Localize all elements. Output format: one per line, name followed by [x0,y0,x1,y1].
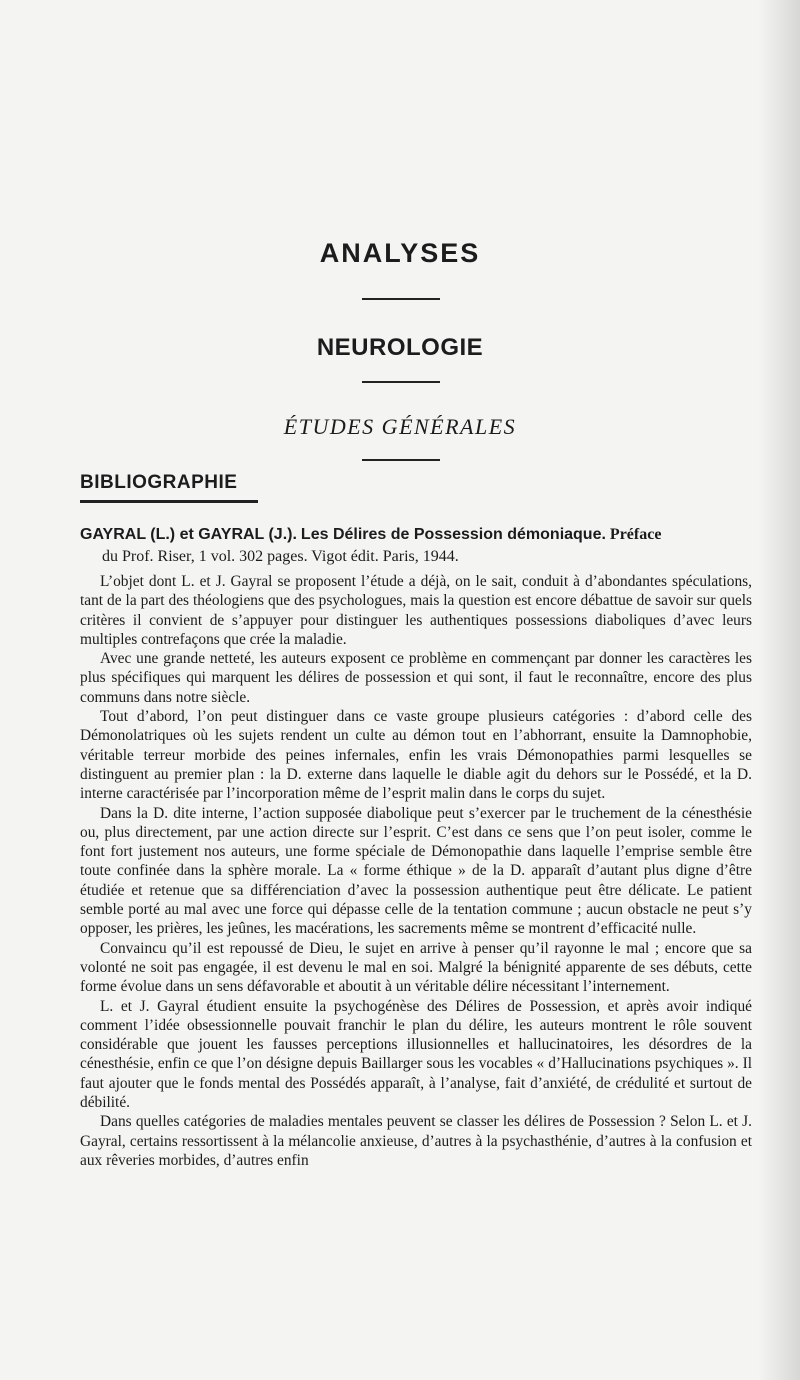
paragraph: L’objet dont L. et J. Gayral se proposent l’étude a déjà, on le sait, conduit à d’abondantes spéculations, tant de la part des théologiens que des psychologues, mais la question est encore débattue de savoir sur quels critères il convient de s’appuyer pour distinguer les authentiques possessions diaboliques d’avec leurs multiples contrefaçons que crée la maladie. [80,573,752,648]
review-body [80,572,752,1170]
paragraph: Convaincu qu’il est repoussé de Dieu, le sujet en arrive à penser qu’il rayonne le mal ; encore que sa volonté ne soit pas engagée, il est devenu le mal en soi. Malgré la bénignité apparente de ses débuts, cette forme évolue dans un sens défavorable et aboutit à un véritable délire nécessitant l’internement. [80,939,752,996]
paragraph: Dans quelles catégories de maladies mentales peuvent se classer les délires de Possession ? Selon L. et J. Gayral, certains ressortissent à la mélancolie anxieuse, d’autres à la psychasthénie, d’autres à la confusion et aux rêveries morbides, d’autres enfin [80,1113,752,1169]
subtitle-divider [362,381,440,383]
section-divider [362,459,440,461]
page-edge-shadow [758,0,800,1380]
section-heading: ÉTUDES GÉNÉRALES [283,414,517,439]
paragraph: L. et J. Gayral étudient ensuite la psychogénèse des Délires de Possession, et après avoir indiqué comment l’idée obsessionnelle pouvait franchir le plan du délire, les auteurs montrent le rôle souvent considérable que jouent les fausses perceptions illusionnelles et hallucinatoires, les désordres de la cénesthésie, enfin ce que l’on désigne depuis Baillarger sous les vocables « d’Hallucinations psychiques ». Il faut ajouter que le fonds mental des Possédés apparaît, à l’analyse, fait d’anxiété, de crédulité et surtout de débilité. [80,997,752,1112]
title-divider [362,298,440,300]
reference-title: Les Délires de Possession démoniaque. [300,526,606,543]
bibliography-heading: BIBLIOGRAPHIE [80,472,238,493]
paragraph: Tout d’abord, l’on peut distinguer dans ce vaste groupe plusieurs catégories : d’abord celle des Démonolatriques où les sujets rendent un culte au démon tout en l’abhorrant, ensuite la Damnophobie, véritable terreur morbide des peines infernales, enfin les vrais Démonopathies parmi lesquelles se distinguent au premier plan : la D. externe dans laquelle le diable agit du dehors sur le Possédé, et la D. interne caractérisée par l’incorporation même de l’esprit malin dans le corps du sujet. [80,708,752,803]
bibliography-underline [80,500,258,503]
reference-authors: GAYRAL (L.) et GAYRAL (J.). [80,526,297,543]
reference-preface-label: Préface [609,526,662,543]
paragraph: Avec une grande netteté, les auteurs exposent ce problème en commençant par donner les caractères les plus spécifiques qui marquent les délires de possession et qui sont, il faut le reconnaître, encore des plus communs dans notre siècle. [80,650,752,706]
bibliographic-reference [80,524,752,568]
paragraph: Dans la D. dite interne, l’action supposée diabolique peut s’exercer par le truchement de la cénesthésie ou, plus directement, par une action directe sur l’esprit. C’est dans ce sens que l’on peut isoler, comme le font fort justement nos auteurs, une forme spéciale de Démonopathie dans laquelle l’emprise semble être toute confinée dans la sphère morale. La « forme éthique » de la D. apparaît d’autant plus digne d’être étudiée et retenue que sa différenciation d’avec la possession authentique peut être délicate. Le patient semble porté au mal avec une force qui dépasse celle de la tentation commune ; aucun obstacle ne peut s’y opposer, les prières, les jeûnes, les macérations, les sacrements même se montrent d’efficacité nulle. [80,804,752,938]
section-subtitle: NEUROLOGIE [316,334,484,361]
page-title: ANALYSES [319,238,481,268]
reference-details: du Prof. Riser, 1 vol. 302 pages. Vigot édit. Paris, 1944. [102,548,459,565]
